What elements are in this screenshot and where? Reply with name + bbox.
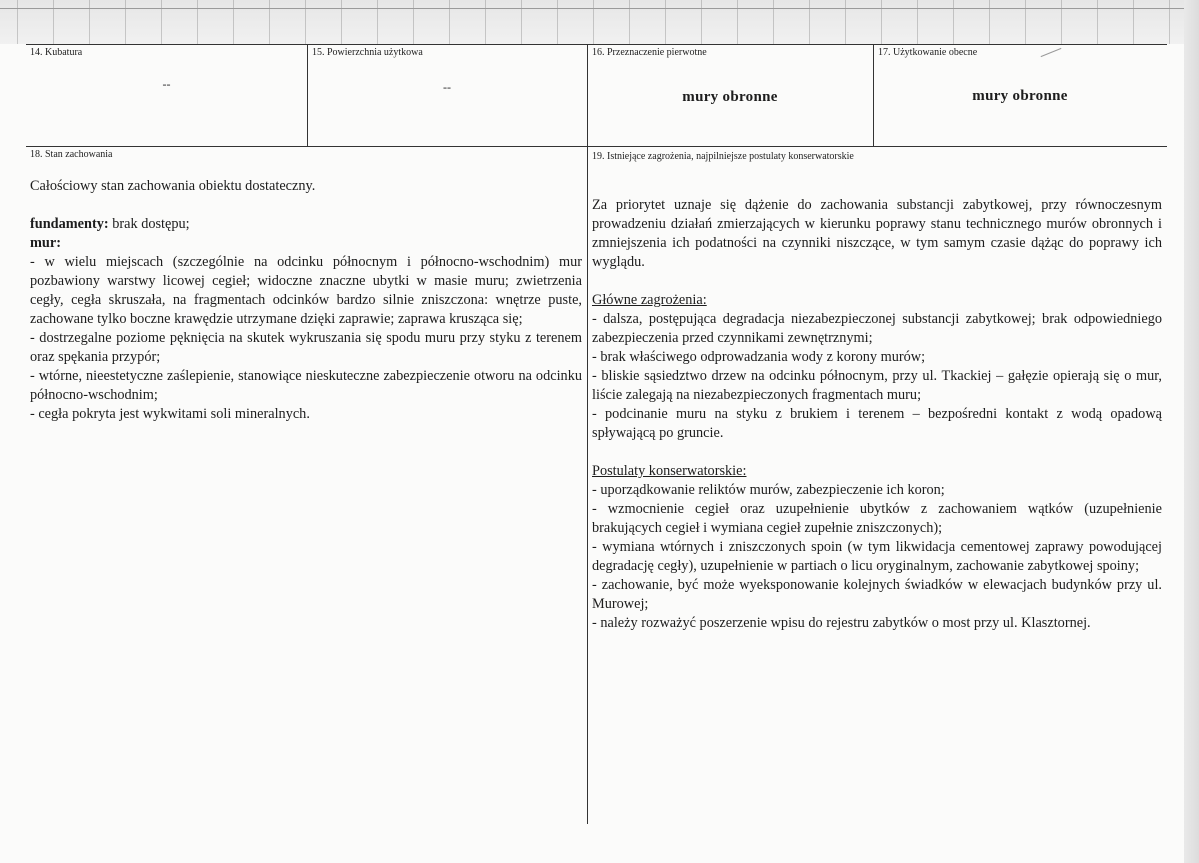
mur-item: - wtórne, nieestetyczne zaślepienie, stanowiące nieskuteczne zabezpieczenie otworu na odcinku północno-wschodnim; (30, 368, 582, 403)
glowne-item: - dalsza, postępująca degradacja niezabezpieczonej substancji zabytkowej; brak odpowiedniego zabezpieczenia przed czynnikami zewnętrznymi; (592, 311, 1162, 346)
powierzchnia-value: -- (443, 80, 451, 94)
scan-top-strip (0, 0, 1199, 44)
postulaty-item: - uporządkowanie reliktów murów, zabezpieczenie ich koron; (592, 482, 945, 498)
fundamenty-line (30, 215, 582, 234)
kubatura-value: -- (162, 77, 171, 91)
divider-14-15 (307, 44, 308, 146)
mur-heading: mur: (30, 235, 61, 251)
przeznaczenie-value: mury obronne (682, 89, 778, 105)
postulaty-item: - zachowanie, być może wyeksponowanie kolejnych świadków w elewacjach budynków przy ul. Murowej; (592, 577, 1162, 612)
stan-intro: Całościowy stan zachowania obiektu dostateczny. (30, 178, 316, 194)
stan-content (30, 177, 582, 424)
uzytkowanie-label: 17. Użytkowanie obecne (878, 47, 978, 58)
stan-label: 18. Stan zachowania (30, 149, 113, 160)
glowne-item: - bliskie sąsiedztwo drzew na odcinku północnym, przy ul. Tkackiej – gałęzie opierają się o mur, liście zalegają na niezabezpieczonych fragmentach muru; (592, 368, 1162, 403)
fundamenty-heading: fundamenty: (30, 216, 109, 232)
glowne-item: - podcinanie muru na styku z brukiem i terenem – bezpośredni kontakt z wodą opadową spływającą po gruncie. (592, 406, 1162, 441)
glowne-heading: Główne zagrożenia: (592, 292, 707, 308)
scan-right-edge (1184, 0, 1199, 863)
postulaty-item: - wzmocnienie cegieł oraz uzupełnienie ubytków z zachowaniem wątków (uzupełnienie brakujących cegieł i wymiana cegieł zupełnie zniszczonych); (592, 501, 1162, 536)
uzytkowanie-value: mury obronne (972, 88, 1068, 104)
mur-item: - cegła pokryta jest wykwitami soli mineralnych. (30, 406, 310, 422)
postulaty-item: - należy rozważyć poszerzenie wpisu do rejestru zabytków o most przy ul. Klasztornej. (592, 615, 1091, 631)
zagrozenia-content (592, 196, 1162, 633)
table-mid-rule (26, 146, 1167, 147)
kubatura-label: 14. Kubatura (30, 47, 83, 58)
mur-item: - w wielu miejscach (szczególnie na odcinku północnym i północno-wschodnim) mur pozbawiony warstwy licowej cegieł; widoczne znaczne ubytki w masie muru; zwietrzenia cegły, cegła skruszała, na fragmentach odcinków bardzo silnie zniszczona: wnętrze puste, zachowane tylko boczne krawędzie utrzymane dzięki zaprawie; zaprawa krusząca się; (30, 254, 582, 327)
postulaty-heading: Postulaty konserwatorskie: (592, 463, 747, 479)
zagrozenia-intro: Za priorytet uznaje się dążenie do zachowania substancji zabytkowej, przy równoczesnym prowadzeniu działań zmierzających w kierunku poprawy stanu technicznego murów obronnych i zmniejszenia ich podatności na czynniki niszczące, w tym samym czasie dążąc do poprawy ich wyglądu. (592, 197, 1162, 270)
zagrozenia-label: 19. Istniejące zagrożenia, najpilniejsze postulaty konserwatorskie (592, 151, 854, 162)
mur-item: - dostrzegalne poziome pęknięcia na skutek wykruszania się spodu muru przy styku z terenem oraz spękania przypór; (30, 330, 582, 365)
pencil-mark (1041, 48, 1062, 57)
postulaty-item: - wymiana wtórnych i zniszczonych spoin (w tym likwidacja cementowej zaprawy powodującej degradację cegły), uzupełnienie w partiach o licu oryginalnym, zachowanie zabytkowej spoiny; (592, 539, 1162, 574)
powierzchnia-label: 15. Powierzchnia użytkowa (312, 47, 423, 58)
table-top-rule (26, 44, 1167, 45)
divider-center (587, 44, 588, 824)
przeznaczenie-label: 16. Przeznaczenie pierwotne (592, 47, 707, 58)
fundamenty-text: brak dostępu; (108, 216, 190, 232)
glowne-item: - brak właściwego odprowadzania wody z korony murów; (592, 349, 926, 365)
